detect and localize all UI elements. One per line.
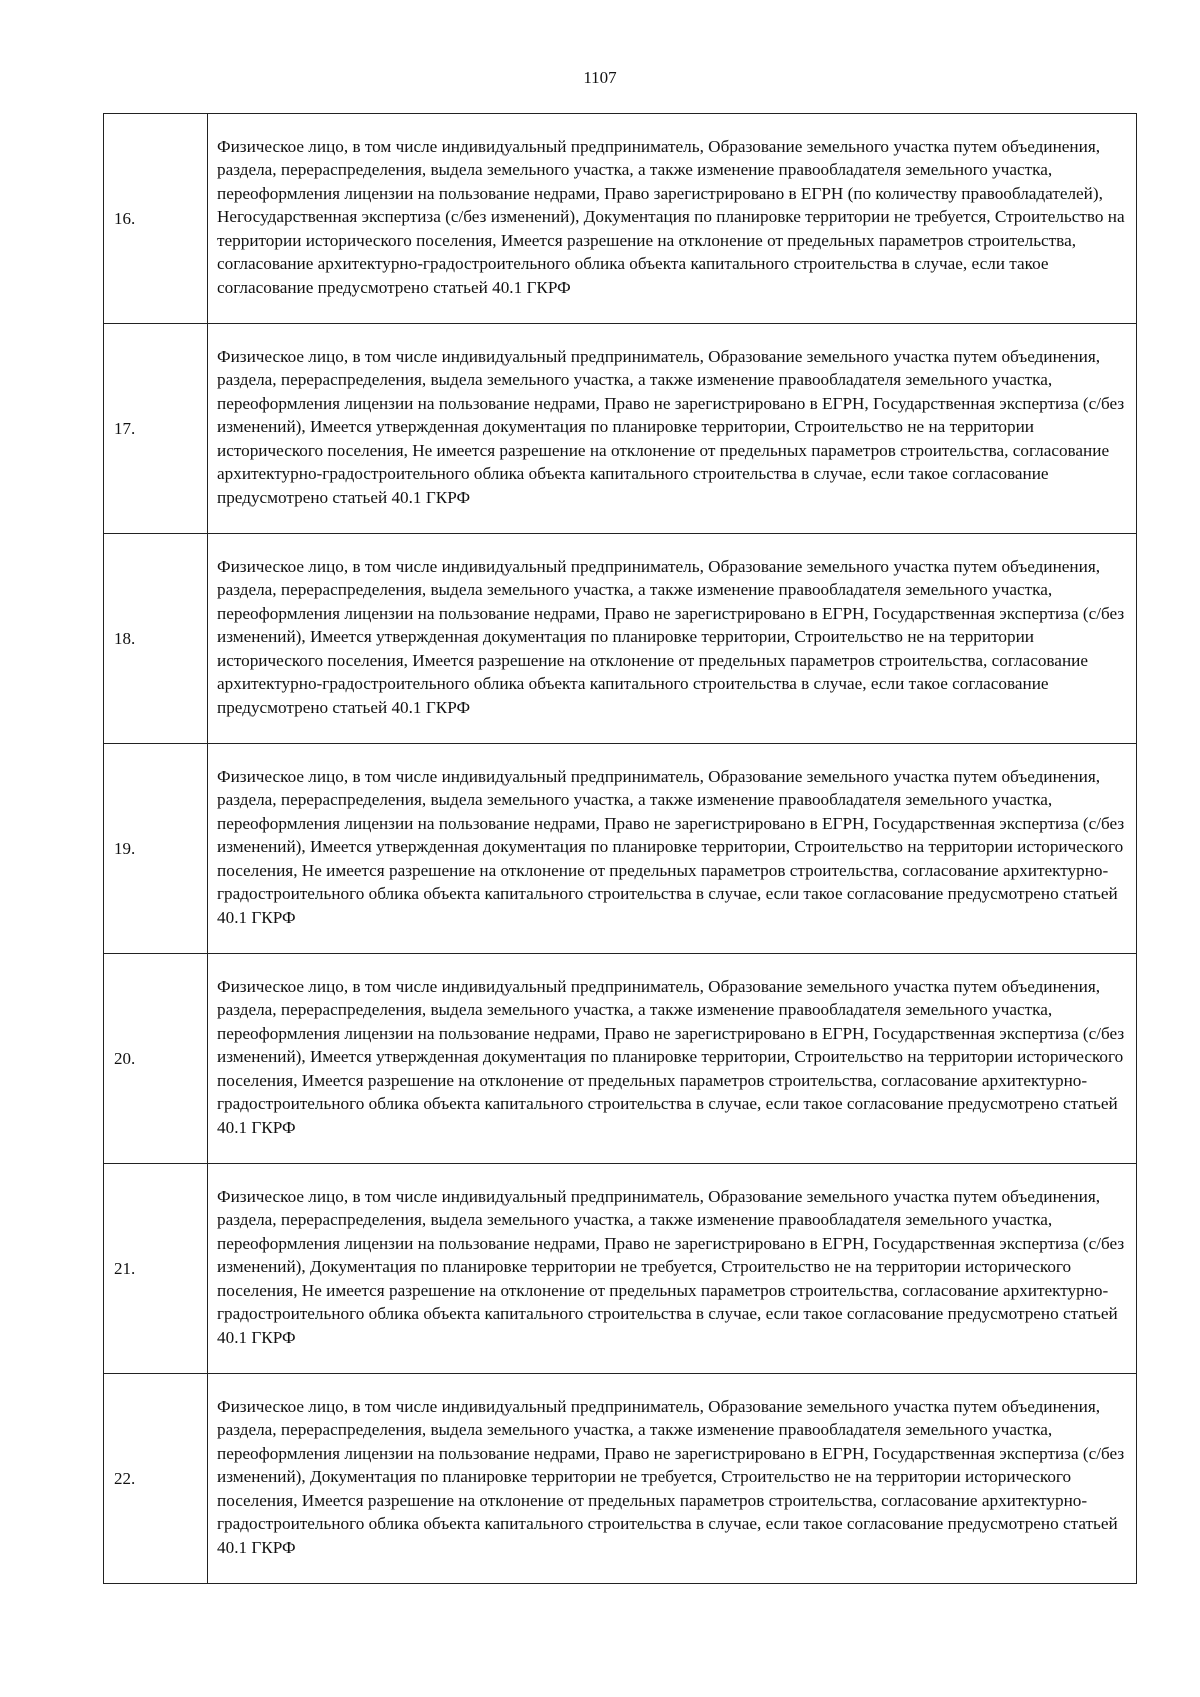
- row-number: 16.: [104, 114, 208, 324]
- row-text: Физическое лицо, в том числе индивидуальный предприниматель, Образование земельного участка путем объединения, раздела, перераспределения, выдела земельного участка, а также изменение правообладателя земельного участка, переоформления лицензии на пользование недрами, Право не зарегистрировано в ЕГРН, Государственная экспертиза (с/без изменений), Имеется утвержденная документация по планировке территории, Строительство не на территории исторического поселения, Не имеется разрешение на отклонение от предельных параметров строительства, согласование архитектурно-градостроительного облика объекта капитального строительства в случае, если такое согласование предусмотрено статьей 40.1 ГКРФ: [208, 324, 1137, 534]
- row-number: 19.: [104, 744, 208, 954]
- row-text: Физическое лицо, в том числе индивидуальный предприниматель, Образование земельного участка путем объединения, раздела, перераспределения, выдела земельного участка, а также изменение правообладателя земельного участка, переоформления лицензии на пользование недрами, Право не зарегистрировано в ЕГРН, Государственная экспертиза (с/без изменений), Документация по планировке территории не требуется, Строительство не на территории исторического поселения, Имеется разрешение на отклонение от предельных параметров строительства, согласование архитектурно-градостроительного облика объекта капитального строительства в случае, если такое согласование предусмотрено статьей 40.1 ГКРФ: [208, 1374, 1137, 1584]
- table-row: [104, 744, 1137, 954]
- table-row: [104, 954, 1137, 1164]
- row-text: Физическое лицо, в том числе индивидуальный предприниматель, Образование земельного участка путем объединения, раздела, перераспределения, выдела земельного участка, а также изменение правообладателя земельного участка, переоформления лицензии на пользование недрами, Право зарегистрировано в ЕГРН (по количеству правообладателей), Негосударственная экспертиза (с/без изменений), Документация по планировке территории не требуется, Строительство на территории исторического поселения, Имеется разрешение на отклонение от предельных параметров строительства, согласование архитектурно-градостроительного облика объекта капитального строительства в случае, если такое согласование предусмотрено статьей 40.1 ГКРФ: [208, 114, 1137, 324]
- page-number: 1107: [583, 68, 617, 87]
- row-text: Физическое лицо, в том числе индивидуальный предприниматель, Образование земельного участка путем объединения, раздела, перераспределения, выдела земельного участка, а также изменение правообладателя земельного участка, переоформления лицензии на пользование недрами, Право не зарегистрировано в ЕГРН, Государственная экспертиза (с/без изменений), Имеется утвержденная документация по планировке территории, Строительство на территории исторического поселения, Имеется разрешение на отклонение от предельных параметров строительства, согласование архитектурно-градостроительного облика объекта капитального строительства в случае, если такое согласование предусмотрено статьей 40.1 ГКРФ: [208, 954, 1137, 1164]
- row-text: Физическое лицо, в том числе индивидуальный предприниматель, Образование земельного участка путем объединения, раздела, перераспределения, выдела земельного участка, а также изменение правообладателя земельного участка, переоформления лицензии на пользование недрами, Право не зарегистрировано в ЕГРН, Государственная экспертиза (с/без изменений), Документация по планировке территории не требуется, Строительство не на территории исторического поселения, Не имеется разрешение на отклонение от предельных параметров строительства, согласование архитектурно-градостроительного облика объекта капитального строительства в случае, если такое согласование предусмотрено статьей 40.1 ГКРФ: [208, 1164, 1137, 1374]
- row-number: 18.: [104, 534, 208, 744]
- row-number: 20.: [104, 954, 208, 1164]
- table-row: [104, 1374, 1137, 1584]
- row-number: 22.: [104, 1374, 208, 1584]
- document-table: [103, 113, 1137, 1584]
- row-number: 17.: [104, 324, 208, 534]
- table-row: [104, 534, 1137, 744]
- row-text: Физическое лицо, в том числе индивидуальный предприниматель, Образование земельного участка путем объединения, раздела, перераспределения, выдела земельного участка, а также изменение правообладателя земельного участка, переоформления лицензии на пользование недрами, Право не зарегистрировано в ЕГРН, Государственная экспертиза (с/без изменений), Имеется утвержденная документация по планировке территории, Строительство на территории исторического поселения, Не имеется разрешение на отклонение от предельных параметров строительства, согласование архитектурно-градостроительного облика объекта капитального строительства в случае, если такое согласование предусмотрено статьей 40.1 ГКРФ: [208, 744, 1137, 954]
- table-row: [104, 114, 1137, 324]
- table-row: [104, 1164, 1137, 1374]
- table-row: [104, 324, 1137, 534]
- row-text: Физическое лицо, в том числе индивидуальный предприниматель, Образование земельного участка путем объединения, раздела, перераспределения, выдела земельного участка, а также изменение правообладателя земельного участка, переоформления лицензии на пользование недрами, Право не зарегистрировано в ЕГРН, Государственная экспертиза (с/без изменений), Имеется утвержденная документация по планировке территории, Строительство не на территории исторического поселения, Имеется разрешение на отклонение от предельных параметров строительства, согласование архитектурно-градостроительного облика объекта капитального строительства в случае, если такое согласование предусмотрено статьей 40.1 ГКРФ: [208, 534, 1137, 744]
- row-number: 21.: [104, 1164, 208, 1374]
